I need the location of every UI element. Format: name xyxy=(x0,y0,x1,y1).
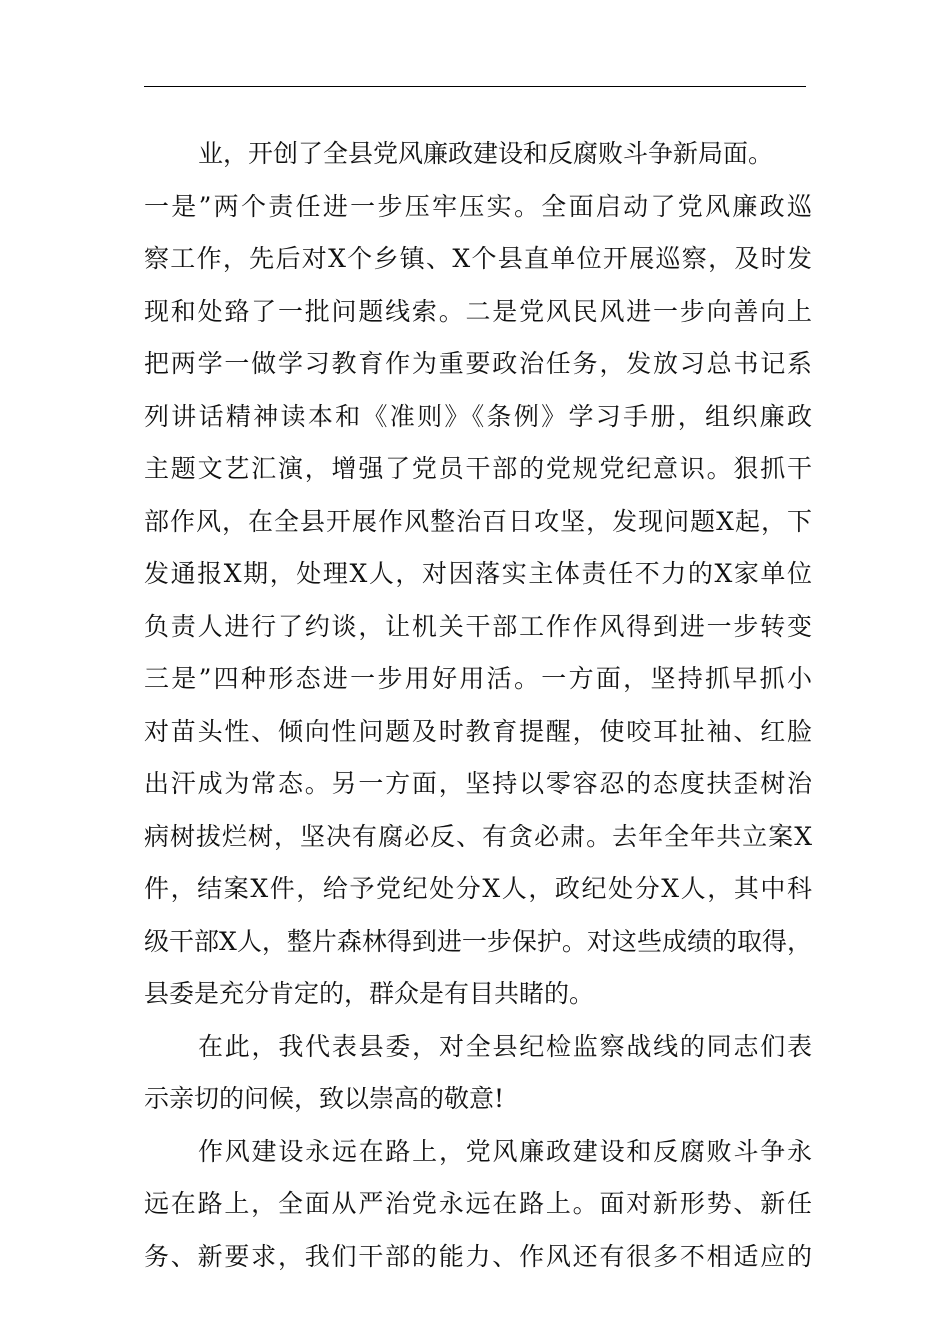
text-line-7: 主题文艺汇演，增强了党员干部的党规党纪意识。狠抓干 xyxy=(144,454,812,483)
header-rule xyxy=(144,86,806,87)
text-line-2: 一是”两个责任进一步压牢压实。全面启动了党风廉政巡 xyxy=(144,191,812,221)
text-line-16: 级干部X人，整片森林得到进一步保护。对这些成绩的取得， xyxy=(144,926,812,956)
text-line-3: 察工作，先后对X个乡镇、X个县直单位开展巡察，及时发 xyxy=(144,244,812,273)
text-line-6: 列讲话精神读本和《准则》《条例》学习手册，组织廉政 xyxy=(144,401,812,431)
text-line-4: 现和处臵了一批问题线索。二是党风民风进一步向善向上 xyxy=(144,296,812,326)
text-line-19: 示亲切的问候，致以崇高的敬意! xyxy=(144,1084,505,1113)
text-line-5: 把两学一做学习教育作为重要政治任务，发放习总书记系 xyxy=(144,349,812,378)
text-line-11: 三是”四种形态进一步用好用活。一方面，坚持抓早抓小 xyxy=(144,664,812,693)
text-line-1: 业，开创了全县党风廉政建设和反腐败斗争新局面。 xyxy=(198,139,774,168)
text-line-22: 务、新要求，我们干部的能力、作风还有很多不相适应的 xyxy=(144,1241,812,1271)
text-line-21: 远在路上，全面从严治党永远在路上。面对新形势、新任 xyxy=(144,1189,812,1218)
text-line-14: 病树拔烂树，坚决有腐必反、有贪必肃。去年全年共立案X xyxy=(144,821,812,851)
text-line-20: 作风建设永远在路上，党风廉政建设和反腐败斗争永 xyxy=(198,1136,812,1166)
text-line-13: 出汗成为常态。另一方面，坚持以零容忍的态度扶歪树治 xyxy=(144,769,812,798)
document-body xyxy=(144,128,812,1283)
text-line-15: 件，结案X件，给予党纪处分X人，政纪处分X人，其中科 xyxy=(144,874,812,903)
text-line-10: 负责人进行了约谈，让机关干部工作作风得到进一步转变 xyxy=(144,611,812,641)
text-line-18: 在此，我代表县委，对全县纪检监察战线的同志们表 xyxy=(198,1031,812,1061)
text-line-9: 发通报X期，处理X人，对因落实主体责任不力的X家单位 xyxy=(144,559,812,588)
text-line-12: 对苗头性、倾向性问题及时教育提醒，使咬耳扯袖、红脸 xyxy=(144,716,812,746)
text-line-8: 部作风，在全县开展作风整治百日攻坚，发现问题X起，下 xyxy=(144,506,812,536)
text-line-17: 县委是充分肯定的，群众是有目共睹的。 xyxy=(144,979,595,1008)
